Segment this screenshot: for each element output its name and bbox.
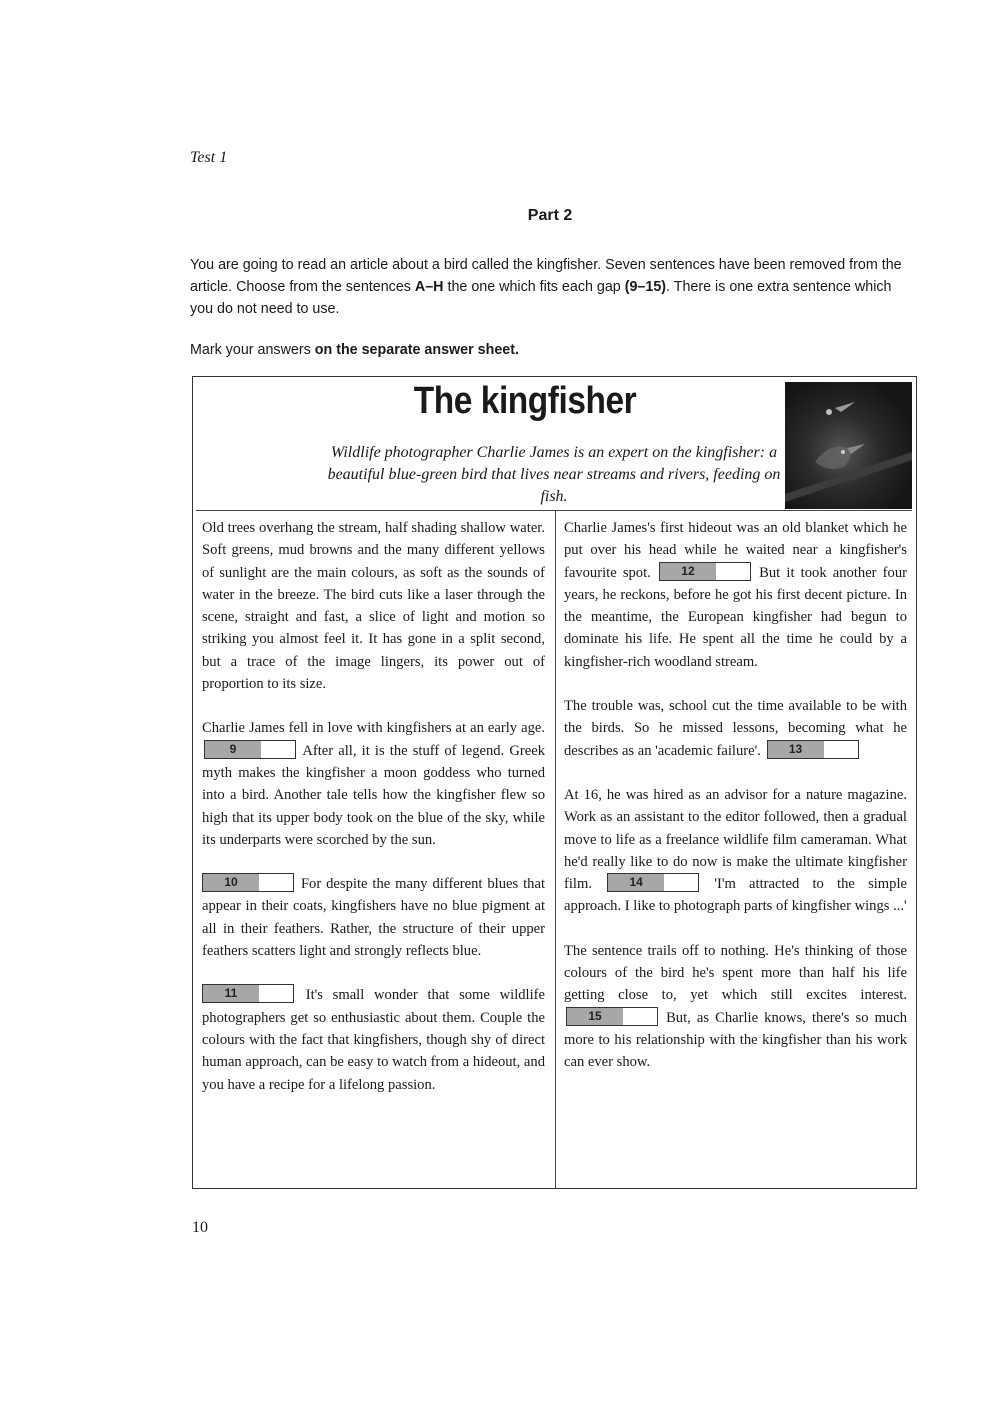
header-divider-right: [560, 510, 912, 511]
right-paragraph-3: [564, 784, 907, 918]
article-subtitle: Wildlife photographer Charlie James is an expert on the kingfisher: a beautiful blue-green bird that lives near streams and rivers, feeding on fish.: [327, 444, 781, 505]
gap-11-number: 11: [203, 985, 259, 1002]
instructions-text-1: You are going to read an article about a bird called the kingfisher. Seven sentences have been removed from the article. Choose from the sentences: [190, 257, 902, 295]
gap-9-number: 9: [205, 741, 261, 758]
right-paragraph-1-before: Charlie James's first hideout was an old blanket which he put over his head while he waited near a kingfisher's favourite spot.: [564, 520, 907, 581]
kingfisher-photo: [785, 382, 912, 509]
mark-bold: on the separate answer sheet.: [314, 342, 519, 358]
article-title: The kingfisher: [413, 380, 637, 422]
column-divider: [555, 510, 556, 1189]
left-paragraph-3-after: For despite the many different blues that appear in their coats, kingfishers have no blue pigment at all in their feathers. Rather, the structure of their upper feathers scatters light and strongly reflects blue.: [202, 876, 545, 960]
gap-10-answer-box[interactable]: [202, 873, 294, 892]
left-paragraph-4: [202, 984, 545, 1095]
left-paragraph-3: [202, 873, 545, 962]
right-paragraph-3-after: 'I'm attracted to the simple approach. I like to photograph parts of kingfisher wings ...': [564, 876, 907, 915]
left-paragraph-2: [202, 717, 545, 851]
left-paragraph-2-before: Charlie James fell in love with kingfishers at an early age.: [202, 720, 545, 737]
header-divider: [196, 510, 562, 511]
instructions-text-3: . There is one extra sentence which you do not need to use.: [190, 279, 892, 317]
instructions-text-2: the one which fits each gap: [443, 279, 625, 295]
test-label: Test 1: [190, 149, 228, 166]
page-number: 10: [192, 1219, 208, 1236]
gap-15-number: 15: [567, 1008, 623, 1025]
right-paragraph-4-after: But, as Charlie knows, there's so much more to his relationship with the kingfisher than his work can ever show.: [564, 1009, 907, 1071]
gap-15-answer-box[interactable]: [566, 1007, 658, 1026]
kingfisher-photo-icon: [785, 382, 912, 509]
instructions-gaps-range: (9–15): [624, 279, 667, 295]
gap-14-number: 14: [608, 874, 664, 891]
instructions: [190, 254, 918, 320]
right-paragraph-1: [564, 517, 907, 673]
left-paragraph-1: Old trees overhang the stream, half shading shallow water. Soft greens, mud browns and the many different yellows of sunlight are the main colours, as soft as the sounds of water in the breeze. The bird cuts like a laser through the scene, straight and fast, a slice of light and motion so striking you almost feel it. It has gone in a split second, but a trace of the image lingers, its power out of proportion to its size.: [202, 520, 545, 693]
right-paragraph-2: [564, 695, 907, 762]
article-left-column: [202, 517, 545, 1118]
right-paragraph-4: [564, 940, 907, 1074]
gap-10-number: 10: [203, 874, 259, 891]
article-right-column: [564, 517, 907, 1096]
instructions-letters: A–H: [414, 279, 444, 295]
gap-11-answer-box[interactable]: [202, 984, 294, 1003]
mark-prefix: Mark your answers: [190, 342, 315, 358]
right-paragraph-3-before: At 16, he was hired as an advisor for a nature magazine. Work as an assistant to the editor followed, then a gradual move to life as a freelance wildlife film cameraman. What he'd really like to do now is make the ultimate kingfisher film.: [564, 786, 907, 893]
part-title: Part 2: [527, 207, 573, 224]
gap-13-answer-box[interactable]: [767, 740, 859, 759]
left-paragraph-2-after: After all, it is the stuff of legend. Greek myth makes the kingfisher a moon goddess who turned into a bird. Another tale tells how the kingfisher flew so high that its upper body took on the blue of the sky, while its underparts were scorched by the sun.: [202, 742, 546, 848]
gap-12-answer-box[interactable]: [659, 562, 751, 581]
right-paragraph-1-after: But it took another four years, he reckons, before he got his first decent picture. In the meantime, the European kingfisher had begun to dominate his life. He spent all the time he could by a kingfisher-rich woodland stream.: [564, 564, 907, 670]
left-paragraph-4-after: It's small wonder that some wildlife photographers get so enthusiastic about them. Couple the colours with the fact that kingfishers, though shy of direct human approach, can be easy to watch from a hideout, and you have a recipe for a lifelong passion.: [202, 987, 545, 1093]
right-paragraph-2-before: The trouble was, school cut the time available to be with the birds. So he missed lessons, becoming what he describes as an 'academic failure'.: [564, 698, 907, 759]
gap-12-number: 12: [660, 563, 716, 580]
gap-14-answer-box[interactable]: [607, 873, 699, 892]
gap-9-answer-box[interactable]: [204, 740, 296, 759]
mark-answers-instruction: [190, 342, 519, 358]
right-paragraph-4-before: The sentence trails off to nothing. He's thinking of those colours of the bird he's spent more than half his life getting close to, yet which still excites interest.: [564, 942, 907, 1004]
gap-13-number: 13: [768, 741, 824, 758]
